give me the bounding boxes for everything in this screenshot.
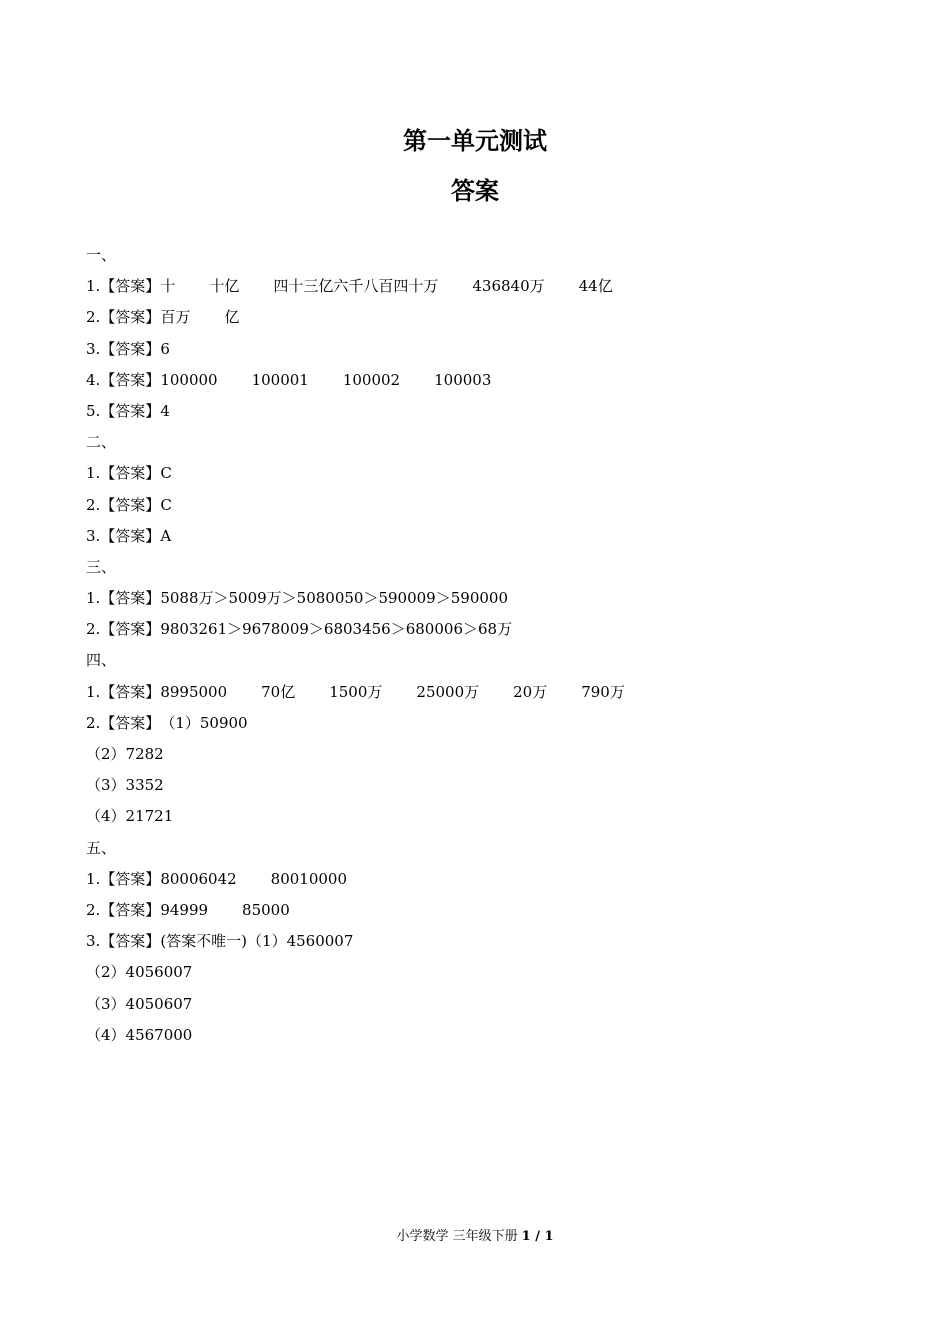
answer-label: 4.【答案】: [86, 370, 161, 389]
answer-value: C: [160, 495, 172, 514]
answer-value: 80010000: [270, 869, 348, 888]
footer-text: 小学数学 三年级下册: [396, 1229, 518, 1244]
section-heading-3: 三、: [86, 557, 117, 576]
answer-value: 百万: [160, 308, 191, 327]
answer-value: 100002: [342, 370, 401, 389]
s2-q3: [86, 521, 886, 552]
s3-q2: [86, 614, 886, 645]
answer-value: 十亿: [209, 277, 240, 296]
s1-q5: [86, 396, 886, 427]
s2-q2: [86, 490, 886, 521]
answer-value: 85000: [242, 900, 290, 919]
answer-value: 8995000: [160, 682, 228, 701]
answer-value: 25000万: [416, 682, 480, 701]
answer-label: 2.【答案】: [86, 713, 161, 732]
answer-value: 80006042: [160, 869, 237, 888]
answer-value: 6: [160, 339, 170, 358]
answer-label: 3.【答案】: [86, 932, 161, 951]
answer-label: 1.【答案】: [86, 464, 161, 483]
s4-q2-part: （2）7282: [86, 745, 164, 763]
page-footer: [0, 1228, 950, 1246]
answer-value: C: [160, 464, 172, 483]
answer-value: A: [160, 526, 172, 545]
answer-label: 5.【答案】: [86, 401, 161, 420]
answer-value: 四十三亿六千八百四十万: [273, 277, 439, 296]
answer-label: 2.【答案】: [86, 900, 161, 919]
answer-value: 20万: [513, 682, 548, 701]
answer-value: 94999: [160, 900, 209, 919]
s5-q1: [86, 864, 886, 895]
answer-value: 100001: [251, 370, 309, 389]
section-heading-1: 一、: [86, 246, 117, 264]
s5-q3-part: （2）4056007: [86, 963, 193, 982]
answer-label: 2.【答案】: [86, 308, 161, 327]
s4-q2-part: （3）3352: [86, 776, 164, 795]
answer-value: 5088万＞5009万＞5080050＞590009＞590000: [160, 589, 508, 608]
section-heading-2: 二、: [86, 433, 117, 452]
page-title: 第一单元测试: [403, 127, 547, 155]
page-number: 1 / 1: [521, 1229, 554, 1244]
s5-q3-part: （4）4567000: [86, 1025, 193, 1044]
answer-label: 1.【答案】: [86, 277, 161, 296]
s1-q3: [86, 334, 886, 365]
answer-label: 1.【答案】: [86, 682, 161, 701]
answer-value: 亿: [224, 308, 240, 327]
answer-label: 1.【答案】: [86, 869, 161, 888]
answer-value: 十: [160, 277, 176, 296]
answer-value: 790万: [581, 682, 625, 701]
s1-q1: [86, 271, 886, 302]
s2-q1: [86, 458, 886, 489]
answer-label: 3.【答案】: [86, 526, 161, 545]
s5-q3-part: （3）4050607: [86, 994, 193, 1013]
s3-q1: [86, 583, 886, 614]
answer-value: 436840万: [472, 277, 545, 296]
s4-q2: [86, 708, 886, 739]
answer-label: 2.【答案】: [86, 495, 161, 514]
s4-q2-part: （4）21721: [86, 807, 174, 826]
section-heading-5: 五、: [86, 838, 117, 857]
answer-label: 3.【答案】: [86, 339, 161, 358]
answer-value: 100003: [434, 370, 492, 389]
answer-value: 44亿: [578, 277, 613, 296]
answer-value: 1500万: [329, 682, 383, 701]
answer-note: (答案不唯一): [160, 932, 248, 951]
answer-part: （1）4560007: [247, 932, 354, 951]
s1-q2: [86, 302, 886, 333]
answer-value: 100000: [160, 370, 218, 389]
s4-q1: [86, 677, 886, 708]
answer-content: [86, 240, 886, 1051]
answer-label: 1.【答案】: [86, 589, 161, 608]
section-heading-4: 四、: [86, 651, 117, 670]
answer-part: （1）50900: [160, 713, 248, 732]
s1-q4: [86, 365, 886, 396]
answer-value: 9803261＞9678009＞6803456＞680006＞68万: [160, 620, 513, 639]
answer-label: 2.【答案】: [86, 620, 161, 639]
page-subtitle: 答案: [451, 177, 499, 205]
s5-q2: [86, 895, 886, 926]
s5-q3: [86, 926, 886, 957]
answer-value: 4: [160, 401, 170, 420]
answer-value: 70亿: [261, 682, 296, 701]
